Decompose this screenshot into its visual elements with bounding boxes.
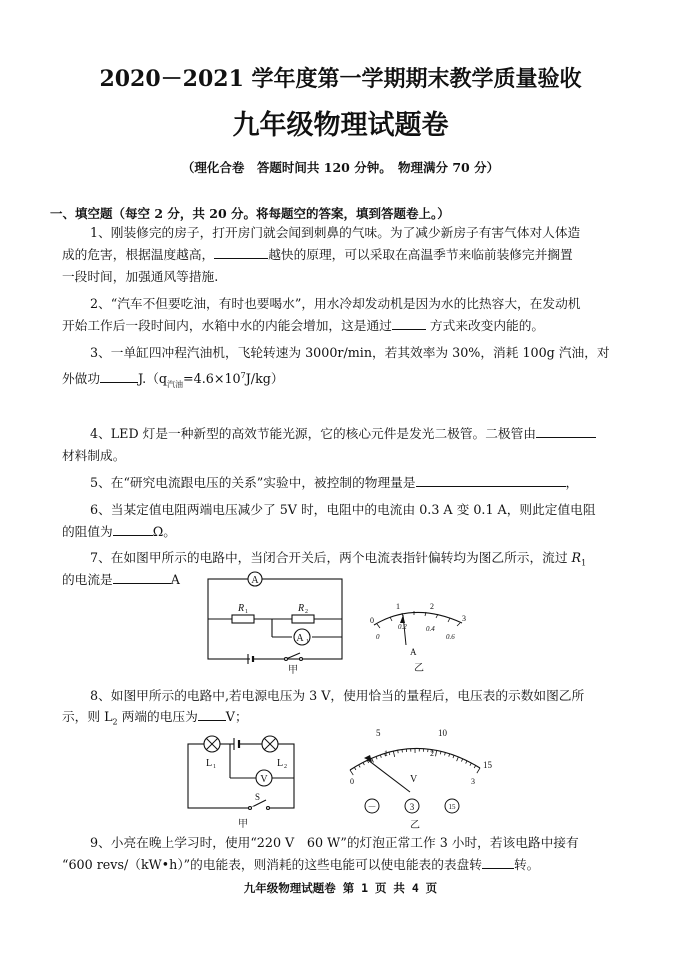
svg-text:R: R (238, 603, 245, 614)
svg-text:－: － (367, 802, 377, 812)
svg-text:2: 2 (430, 602, 434, 611)
dial-tick (461, 759, 462, 762)
dial-tick (440, 751, 441, 754)
q9-line2: “600 revs/（kW•h）”的电能表，则消耗的这些电能可以使电能表的表盘转 转。 (62, 857, 540, 872)
q2-line1: 2、“汽车不但要吃油，有时也要喝水”，用水冷却发动机是因为水的比热容大，在发动机 (90, 296, 581, 311)
dial-tick (474, 765, 475, 768)
q9-line1: 9、小亮在晚上学习时，使用“220 V 60 W”的灯泡正常工作 3 小时，若该电路中接有 (90, 835, 579, 850)
terminal-minus (365, 799, 379, 813)
dial-tick (354, 767, 356, 770)
answer-blank[interactable] (536, 425, 596, 438)
q3-line2: 外做功 $J.(q_{汽油}=4.6\times 10^7J/kg)$ (62, 371, 284, 389)
answer-blank[interactable] (113, 571, 171, 584)
svg-text:V: V (260, 774, 268, 785)
svg-text:2: 2 (305, 609, 308, 615)
dial-tick (436, 750, 437, 756)
terminal-15v (445, 799, 459, 813)
exam-subtitle: （理化合卷 答题时间共 120 分钟。 物理满分 70 分） (181, 160, 500, 175)
ammeter-a1-symbol (294, 629, 310, 645)
svg-text:5: 5 (376, 728, 381, 738)
svg-text:0.2: 0.2 (398, 623, 407, 631)
dial-tick (359, 765, 360, 768)
q7-line1: 7、在如图甲所示的电路中，当闭合开关后，两个电流表指针偏转均为图乙所示，流过 $R_1$ (90, 550, 587, 568)
svg-text:15: 15 (448, 803, 456, 811)
svg-text:A: A (296, 633, 304, 644)
svg-text:乙: 乙 (414, 663, 424, 673)
svg-text:1: 1 (384, 749, 388, 758)
q3-line1: 3、一单缸四冲程汽油机，飞轮转速为 3000r/min，若其效率为 30%，消耗 100g 汽油，对 (90, 345, 610, 360)
switch-label: S (255, 792, 261, 802)
q4-line1: 4、LED 灯是一种新型的高效节能光源，它的核心元件是发光二极管。二极管由 (90, 423, 596, 444)
dial-tick (363, 762, 364, 765)
svg-text:0: 0 (350, 777, 354, 786)
svg-text:0.4: 0.4 (426, 625, 435, 633)
q8-voltmeter-dial (330, 722, 500, 830)
figure-caption-jia: 甲 (288, 665, 298, 675)
answer-blank[interactable] (214, 246, 268, 259)
dial-tick (380, 755, 381, 758)
figure-caption-yi: 乙 (410, 820, 420, 830)
exam-title-line1: 2020－2021 学年度第一学期期末教学质量验收 (99, 66, 582, 92)
svg-text:L: L (277, 758, 284, 769)
svg-text:10: 10 (438, 728, 447, 738)
q7-ammeter-dial (362, 593, 472, 673)
dial-tick (376, 756, 377, 759)
voltmeter-symbol (256, 770, 272, 786)
exam-title-line2: 九年级物理试题卷 (232, 110, 449, 141)
answer-blank[interactable] (113, 523, 153, 536)
terminal-3v (405, 799, 419, 813)
svg-text:0.6: 0.6 (446, 633, 455, 641)
svg-text:L: L (206, 758, 213, 769)
q6-line1: 6、当某定值电阻两端电压减少了 5V 时，电阻中的电流由 0.3 A 变 0.1 A，则此定值电阻 (90, 502, 596, 517)
svg-text:1: 1 (245, 609, 248, 615)
ammeter-a-symbol (248, 572, 262, 586)
dial-tick (457, 757, 459, 761)
resistor-r1-label (237, 603, 248, 615)
svg-text:A: A (251, 575, 259, 586)
lamp-l1-symbol (204, 736, 220, 770)
dial-tick (477, 768, 480, 773)
dial-tick (445, 752, 446, 755)
dial-tick (453, 755, 454, 758)
svg-text:0: 0 (376, 633, 380, 641)
q8-circuit-diagram (182, 730, 302, 830)
q1-line2: 成的危害，根据温度越高， 越快的原理，可以采取在高温季节来临前装修完并搁置 (62, 247, 573, 262)
q4-line2: 材料制成。 (62, 448, 126, 463)
svg-text:15: 15 (483, 760, 492, 770)
q1-line3: 一段时间，加强通风等措施. (62, 269, 219, 284)
svg-text:2: 2 (284, 764, 287, 770)
q5-line1: 5、在“研究电流跟电压的关系”实验中，被控制的物理量是 ， (90, 475, 579, 490)
resistor-r2-label (297, 603, 308, 615)
q6-line2: 的阻值为 Ω。 (62, 524, 176, 539)
section-heading: 一、填空题（每空 2 分，共 20 分。将每题空的答案，填到答题卷上。） (50, 206, 450, 221)
svg-text:R: R (298, 603, 305, 614)
svg-text:A: A (410, 647, 417, 657)
answer-blank[interactable] (416, 474, 566, 487)
dial-tick (470, 763, 471, 766)
dial-tick (466, 761, 467, 764)
dial-tick (350, 770, 353, 775)
answer-blank[interactable] (100, 370, 138, 383)
dial-tick (393, 751, 394, 757)
page-footer: 九年级物理试题卷 第 1 页 共 4 页 (243, 881, 438, 895)
svg-text:1: 1 (396, 602, 400, 611)
dial-tick (398, 750, 399, 753)
answer-blank[interactable] (482, 856, 514, 869)
q8-line2: 示，则 $L_2$ 两端的电压为 V； (62, 709, 248, 727)
svg-text:2: 2 (430, 749, 434, 758)
svg-text:1: 1 (213, 764, 216, 770)
figure-caption-jia: 甲 (238, 819, 248, 830)
lamp-l2-symbol (262, 736, 287, 770)
answer-blank[interactable] (198, 708, 226, 721)
answer-blank[interactable] (392, 317, 426, 330)
q2-line2: 开始工作后一段时间内，水箱中水的内能会增加，这是通过 方式来改变内能的。 (62, 318, 545, 333)
dial-tick (389, 752, 390, 755)
q1-line1: 1、刚装修完的房子，打开房门就会闻到刺鼻的气味。为了减少新房子有害气体对人体造 (90, 225, 581, 240)
dial-tick (449, 754, 450, 757)
q8-line1: 8、如图甲所示的电路中,若电源电压为 3 V，使用恰当的量程后，电压表的示数如图乙所 (90, 688, 585, 703)
svg-text:3: 3 (462, 614, 466, 623)
svg-text:3: 3 (471, 777, 475, 786)
svg-text:3: 3 (409, 802, 415, 812)
svg-text:1: 1 (306, 639, 309, 645)
svg-text:V: V (410, 774, 418, 785)
q7-line2: 的电流是 A (62, 572, 180, 587)
q7-circuit-diagram (200, 565, 350, 675)
svg-text:0: 0 (370, 616, 374, 625)
